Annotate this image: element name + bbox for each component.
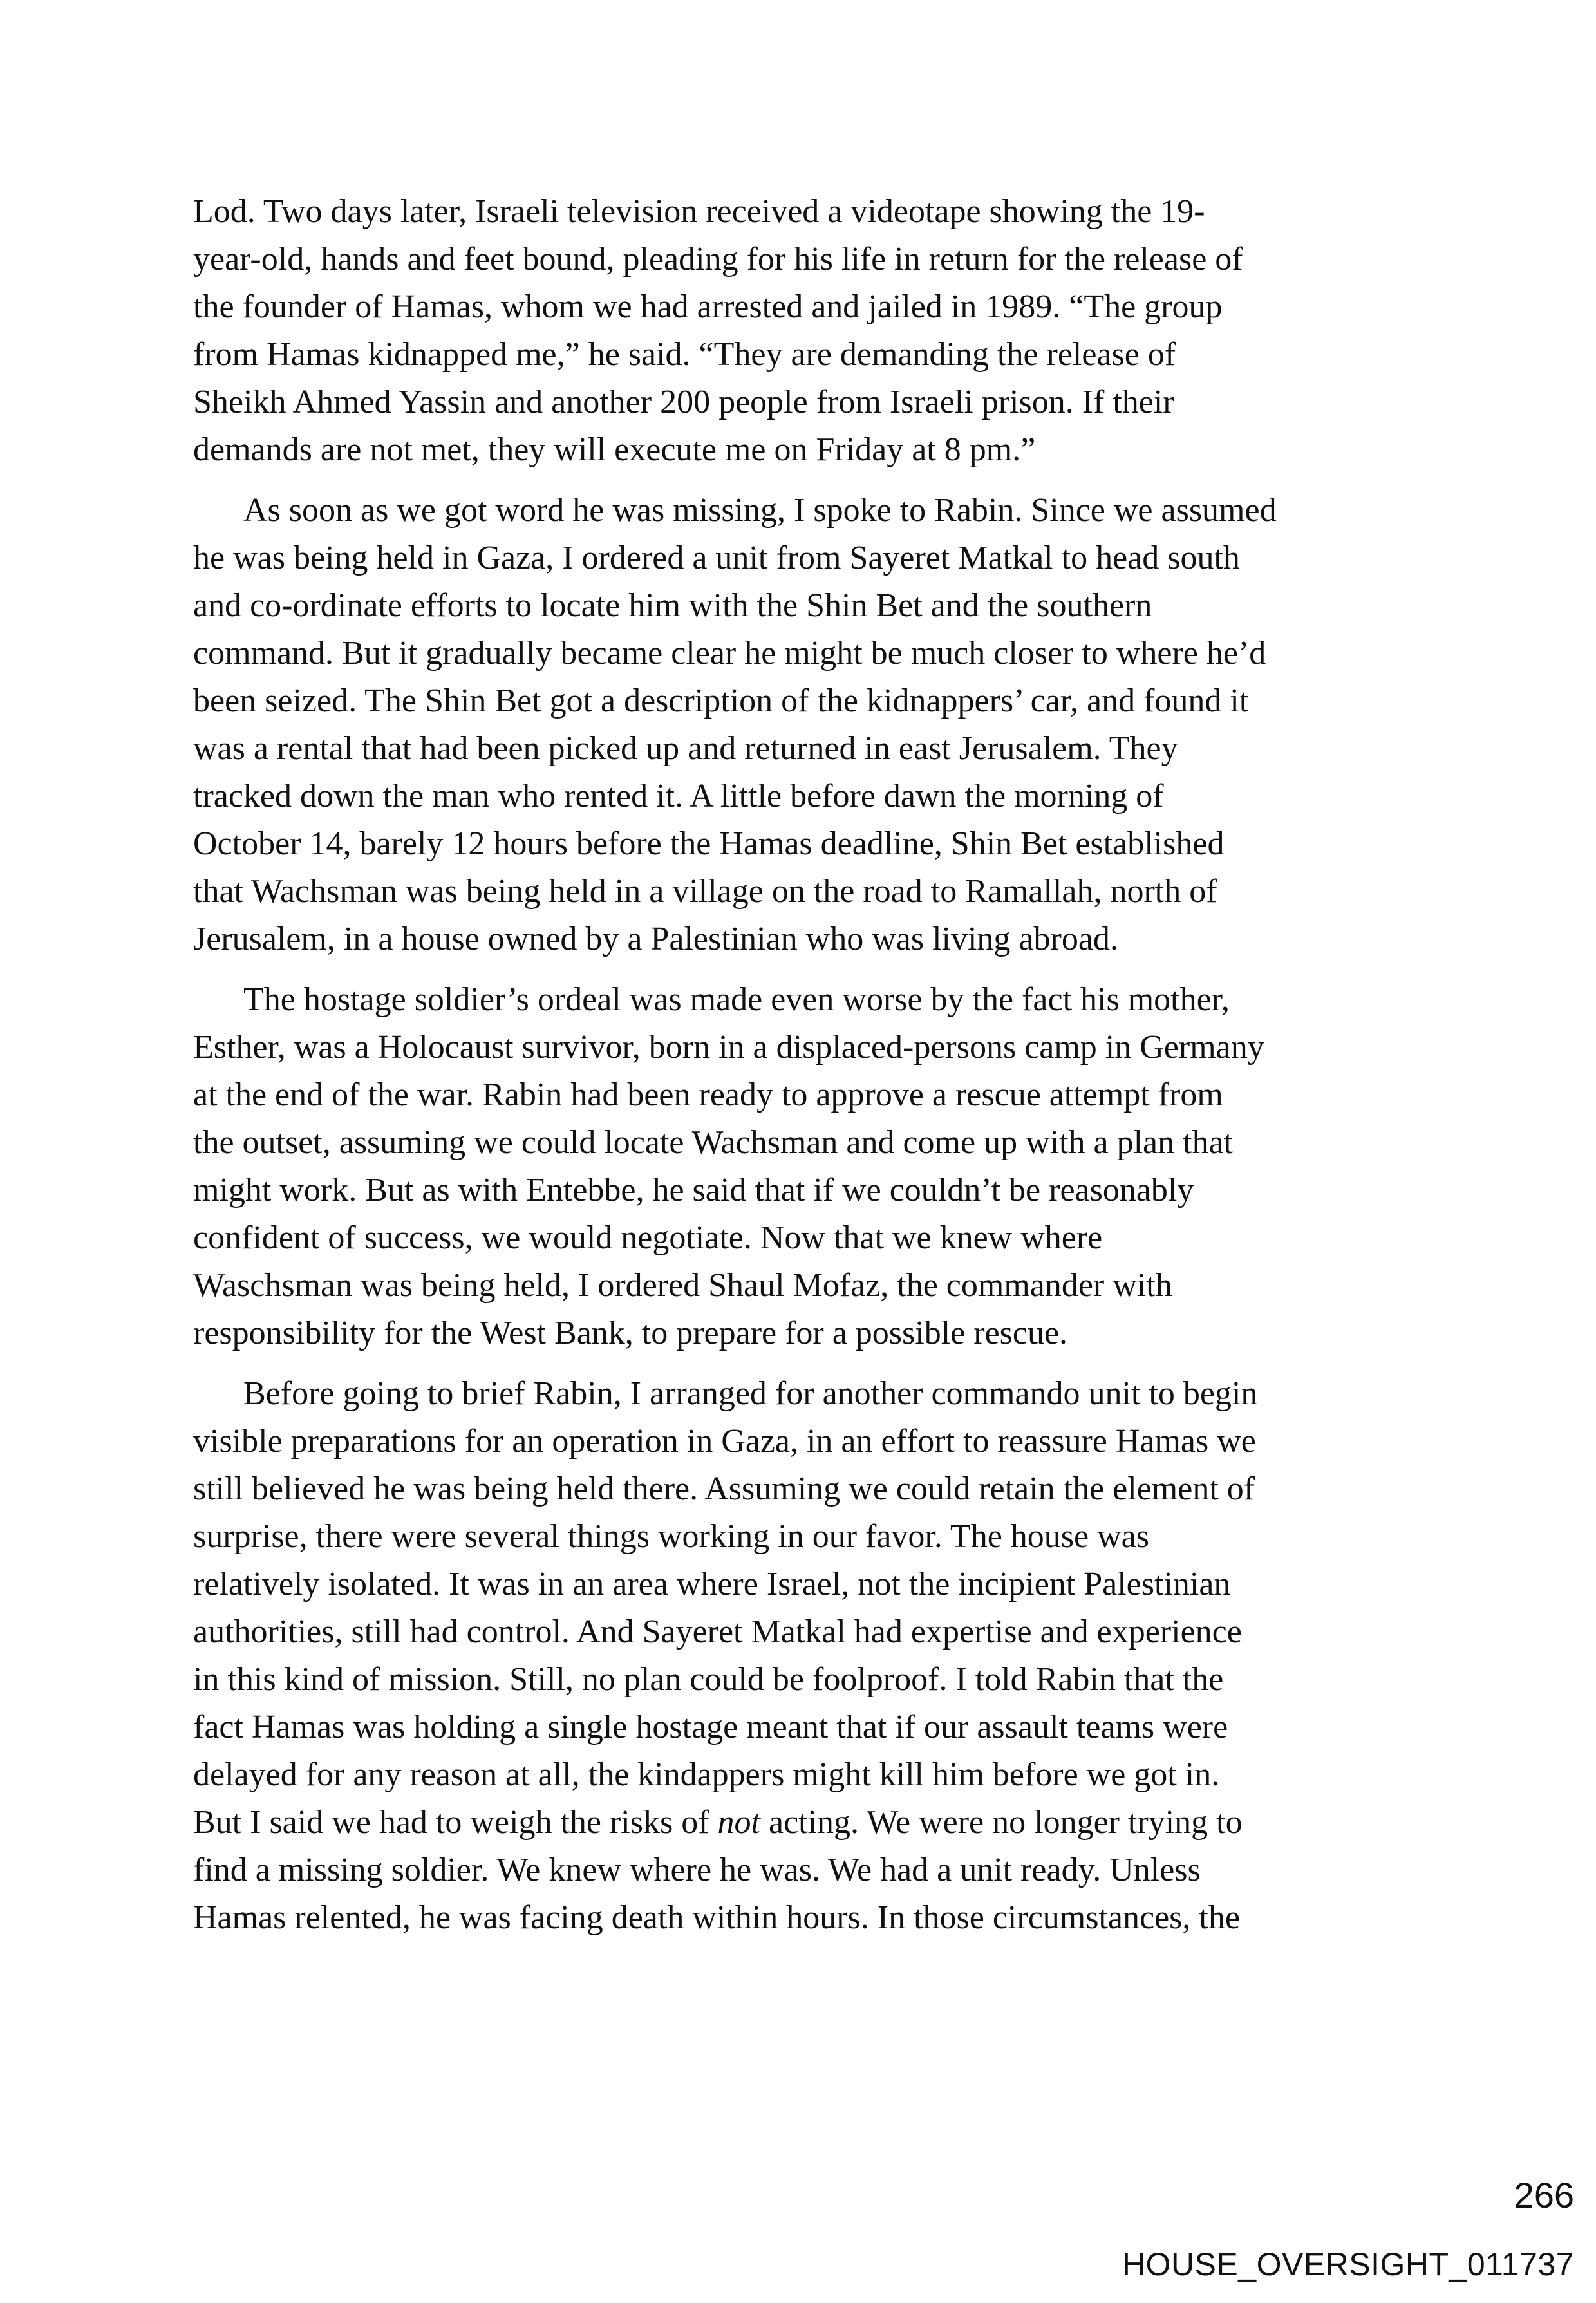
text-line: Waschsman was being held, I ordered Shaul Mofaz, the commander with xyxy=(193,1267,1172,1304)
text-line: at the end of the war. Rabin had been ready to approve a rescue attempt from xyxy=(193,1076,1223,1113)
text-line: authorities, still had control. And Sayeret Matkal had expertise and experience xyxy=(193,1613,1242,1650)
paragraph-4 xyxy=(193,1370,1416,1942)
text-line: that Wachsman was being held in a village on the road to Ramallah, north of xyxy=(193,873,1217,910)
text-segment: acting. We were no longer trying to xyxy=(760,1804,1243,1841)
text-line: Sheikh Ahmed Yassin and another 200 people from Israeli prison. If their xyxy=(193,384,1174,420)
text-line: The hostage soldier’s ordeal was made even worse by the fact his mother, xyxy=(243,981,1230,1018)
text-segment: But I said we had to weigh the risks of xyxy=(193,1804,718,1841)
page-number: 266 xyxy=(1514,2175,1574,2215)
text-line: Lod. Two days later, Israeli television received a videotape showing the 19- xyxy=(193,193,1205,230)
text-line: confident of success, we would negotiate. Now that we knew where xyxy=(193,1219,1103,1256)
text-line: demands are not met, they will execute me on Friday at 8 pm.” xyxy=(193,431,1036,468)
text-line: visible preparations for an operation in Gaza, in an effort to reassure Hamas we xyxy=(193,1423,1256,1460)
text-line: Hamas relented, he was facing death within hours. In those circumstances, the xyxy=(193,1899,1240,1936)
text-line: year-old, hands and feet bound, pleading for his life in return for the release of xyxy=(193,241,1243,277)
text-line-with-emphasis xyxy=(193,1799,1416,1847)
body-text xyxy=(193,188,1416,1942)
text-line: delayed for any reason at all, the kindappers might kill him before we got in. xyxy=(193,1756,1220,1793)
text-line: still believed he was being held there. Assuming we could retain the element of xyxy=(193,1471,1255,1507)
text-line: he was being held in Gaza, I ordered a unit from Sayeret Matkal to head south xyxy=(193,540,1240,576)
bates-number: HOUSE_OVERSIGHT_011737 xyxy=(1122,2246,1574,2282)
emphasis-word: not xyxy=(717,1804,760,1841)
text-line: from Hamas kidnapped me,” he said. “They are demanding the release of xyxy=(193,336,1176,373)
text-line: surprise, there were several things working in our favor. The house was xyxy=(193,1518,1149,1555)
text-line: responsibility for the West Bank, to prepare for a possible rescue. xyxy=(193,1315,1068,1351)
paragraph-1 xyxy=(193,188,1416,474)
text-line: been seized. The Shin Bet got a description of the kidnappers’ car, and found it xyxy=(193,682,1249,719)
text-line: As soon as we got word he was missing, I spoke to Rabin. Since we assumed xyxy=(243,492,1277,529)
text-line: relatively isolated. It was in an area where Israel, not the incipient Palestinian xyxy=(193,1566,1231,1603)
text-line: fact Hamas was holding a single hostage meant that if our assault teams were xyxy=(193,1709,1228,1745)
text-line: October 14, barely 12 hours before the Hamas deadline, Shin Bet established xyxy=(193,825,1225,862)
text-line: the outset, assuming we could locate Wachsman and come up with a plan that xyxy=(193,1124,1234,1161)
text-line: Jerusalem, in a house owned by a Palestinian who was living abroad. xyxy=(193,921,1118,957)
text-line: find a missing soldier. We knew where he was. We had a unit ready. Unless xyxy=(193,1852,1201,1888)
paragraph-3 xyxy=(193,976,1416,1357)
text-line: might work. But as with Entebbe, he said that if we couldn’t be reasonably xyxy=(193,1172,1194,1208)
text-line: command. But it gradually became clear he might be much closer to where he’d xyxy=(193,635,1266,672)
text-line: was a rental that had been picked up and returned in east Jerusalem. They xyxy=(193,730,1178,767)
text-line: in this kind of mission. Still, no plan could be foolproof. I told Rabin that the xyxy=(193,1661,1224,1698)
text-line: and co-ordinate efforts to locate him with the Shin Bet and the southern xyxy=(193,587,1152,624)
text-line: the founder of Hamas, whom we had arrested and jailed in 1989. “The group xyxy=(193,288,1223,325)
text-line: Before going to brief Rabin, I arranged for another commando unit to begin xyxy=(243,1375,1258,1412)
paragraph-2 xyxy=(193,487,1416,963)
text-line: tracked down the man who rented it. A little before dawn the morning of xyxy=(193,778,1164,814)
text-line: Esther, was a Holocaust survivor, born in a displaced-persons camp in Germany xyxy=(193,1029,1264,1066)
